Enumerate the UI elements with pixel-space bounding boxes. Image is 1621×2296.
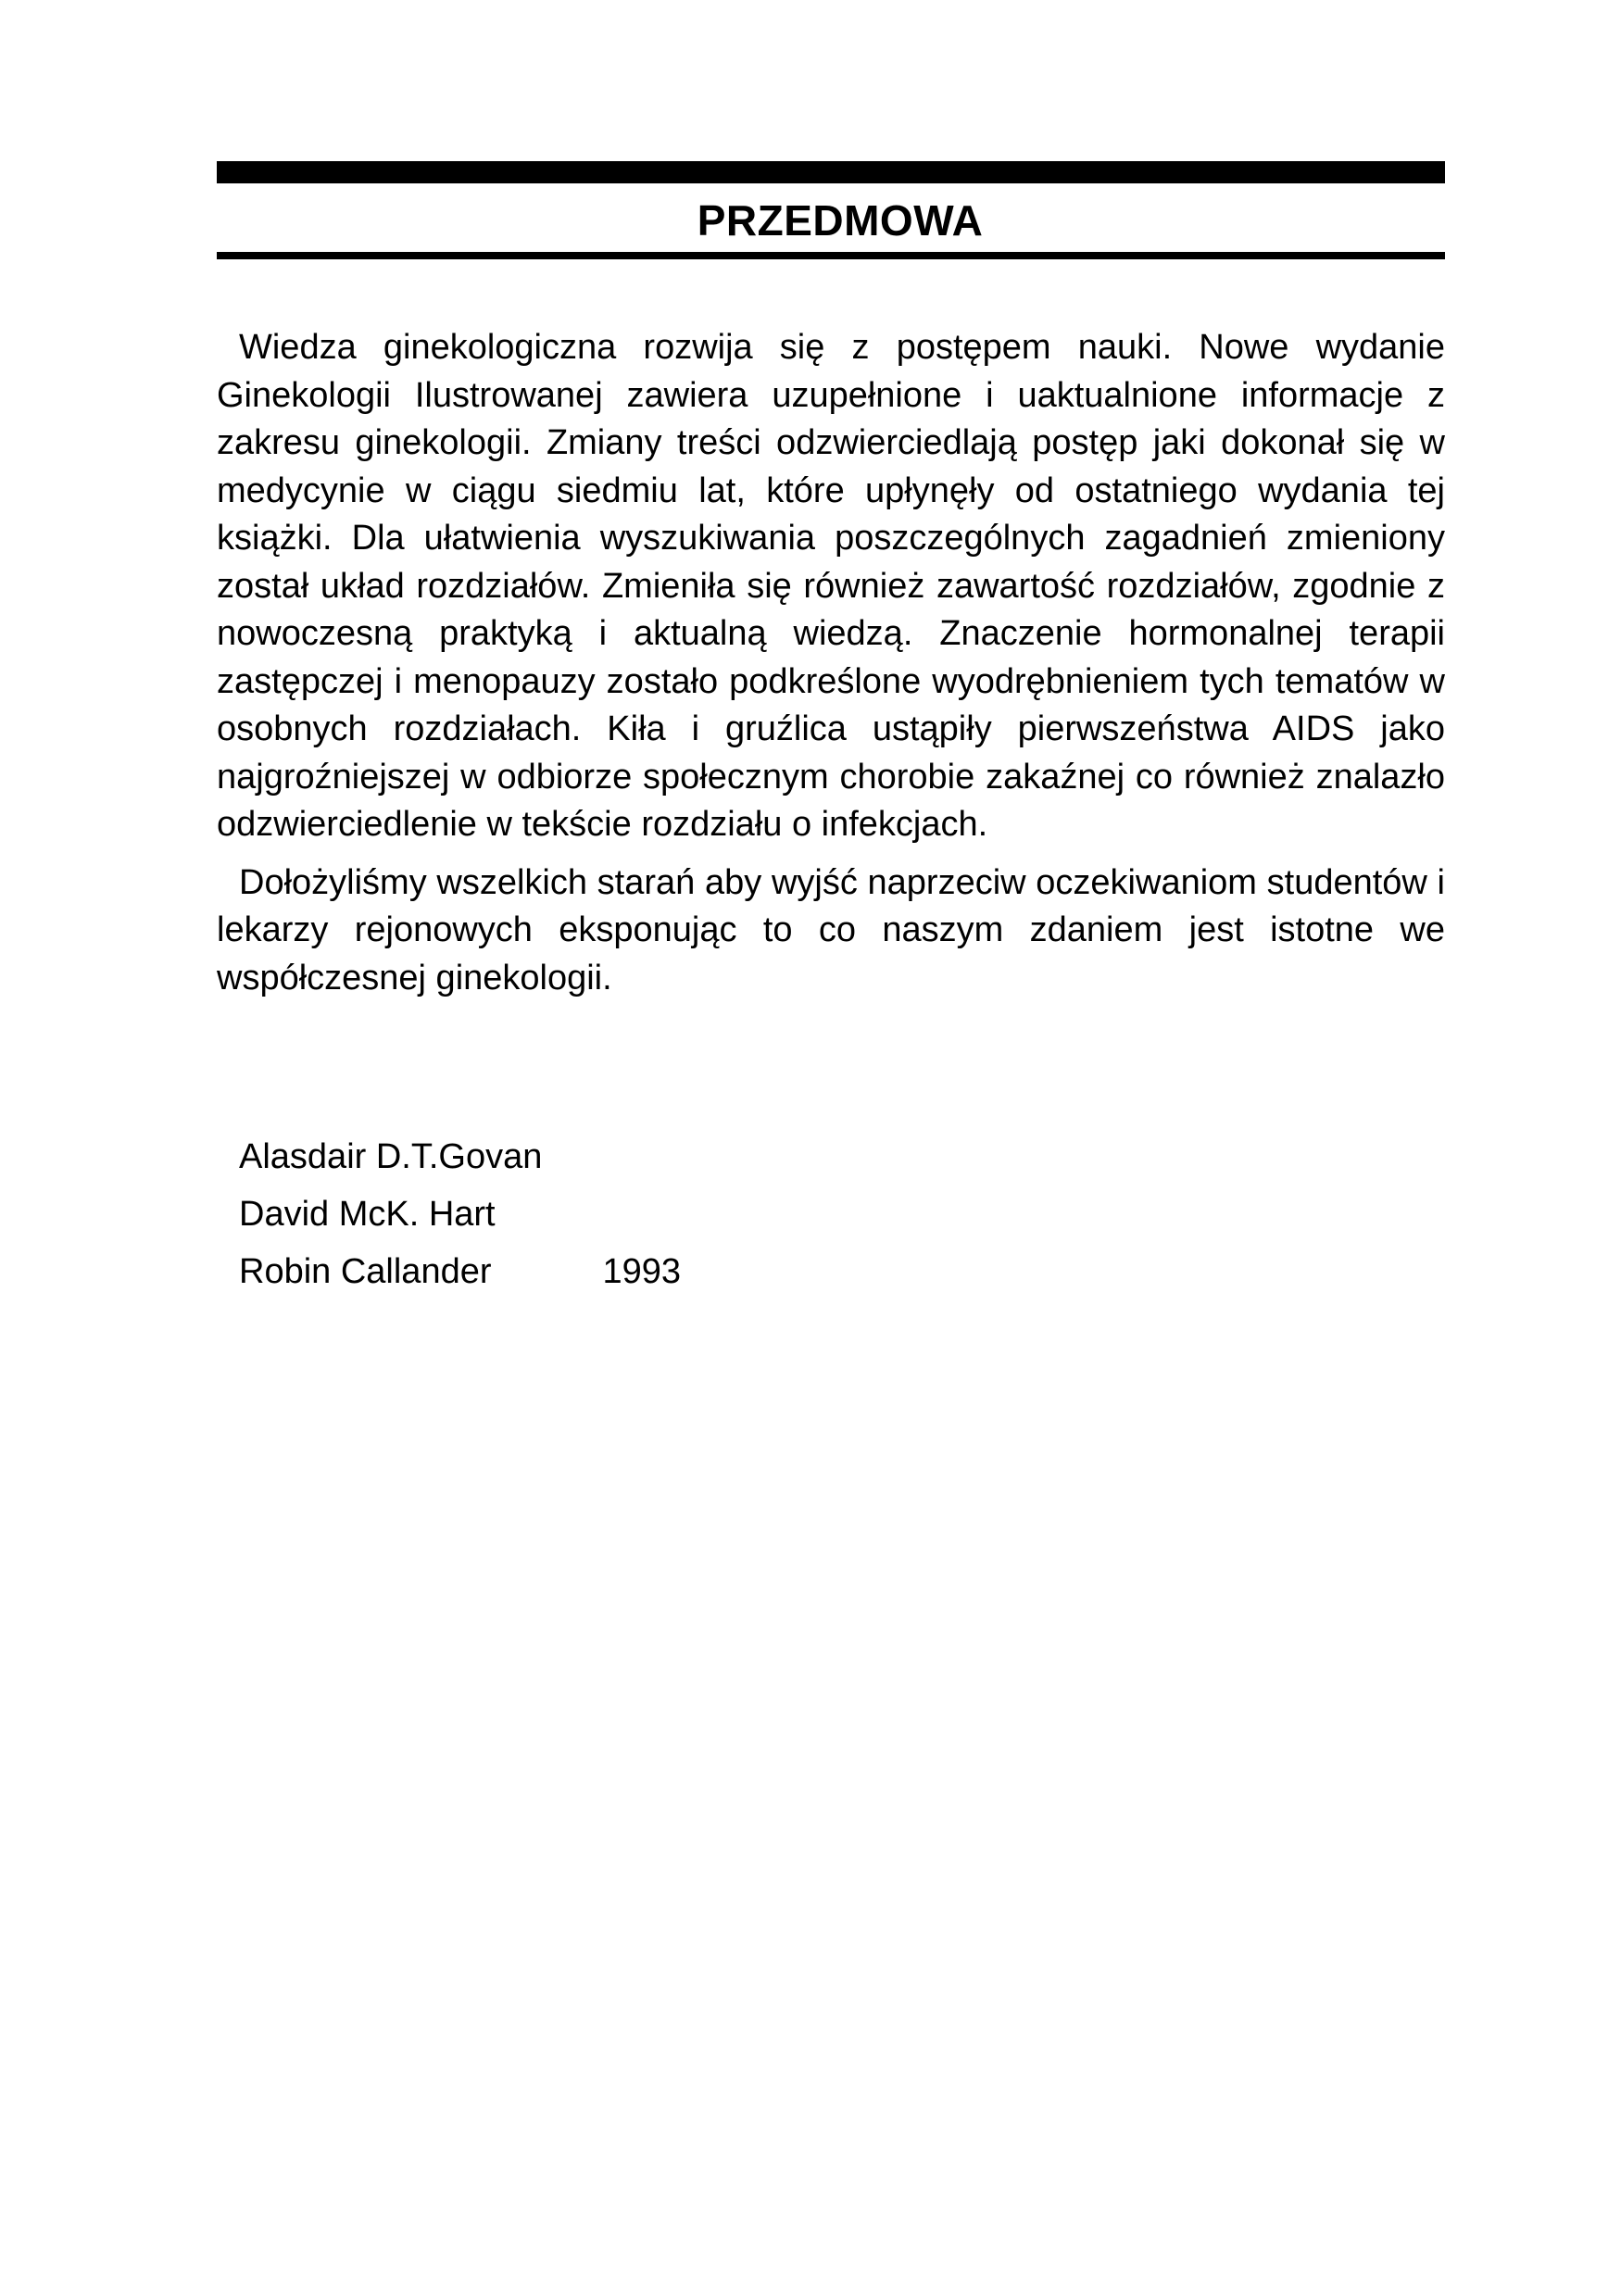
- signature-block: [239, 1128, 887, 1300]
- paragraph: Wiedza ginekologiczna rozwija się z postępem nauki. Nowe wydanie Ginekologii Ilustrowanej zawiera uzupełnione i uaktualnione informacje z zakresu ginekologii. Zmiany treści odzwierciedlają postęp jaki dokonał się w medycynie w ciągu siedmiu lat, które upłynęły od ostatniego wydania tej książki. Dla ułatwienia wyszukiwania poszczególnych zagadnień zmieniony został układ rozdziałów. Zmieniła się również zawartość rozdziałów, zgodnie z nowoczesną praktyką i aktualną wiedzą. Znaczenie hormonalnej terapii zastępczej i menopauzy zostało podkreślone wyodrębnieniem tych tematów w osobnych rozdziałach. Kiła i gruźlica ustąpiły pierwszeństwa AIDS jako najgroźniejszej w odbiorze społecznym chorobie zakaźnej co również znalazło odzwierciedlenie w tekście rozdziału o infekcjach.: [217, 328, 1445, 844]
- author-name: Robin Callander: [239, 1252, 492, 1291]
- page-title: PRZEDMOWA: [697, 196, 984, 245]
- author-name: David McK. Hart: [239, 1195, 496, 1234]
- bottom-rule: [217, 252, 1445, 259]
- author-name: Alasdair D.T.Govan: [239, 1137, 543, 1176]
- preface-body: [217, 324, 1445, 1002]
- publication-year: 1993: [602, 1252, 682, 1291]
- paragraph: Dołożyliśmy wszelkich starań aby wyjść naprzeciw oczekiwaniom studentów i lekarzy rejonowych eksponując to co naszym zdaniem jest istotne we współczesnej ginekologii.: [217, 862, 1445, 997]
- top-rule: [217, 161, 1445, 183]
- author-line-with-year: [239, 1243, 887, 1300]
